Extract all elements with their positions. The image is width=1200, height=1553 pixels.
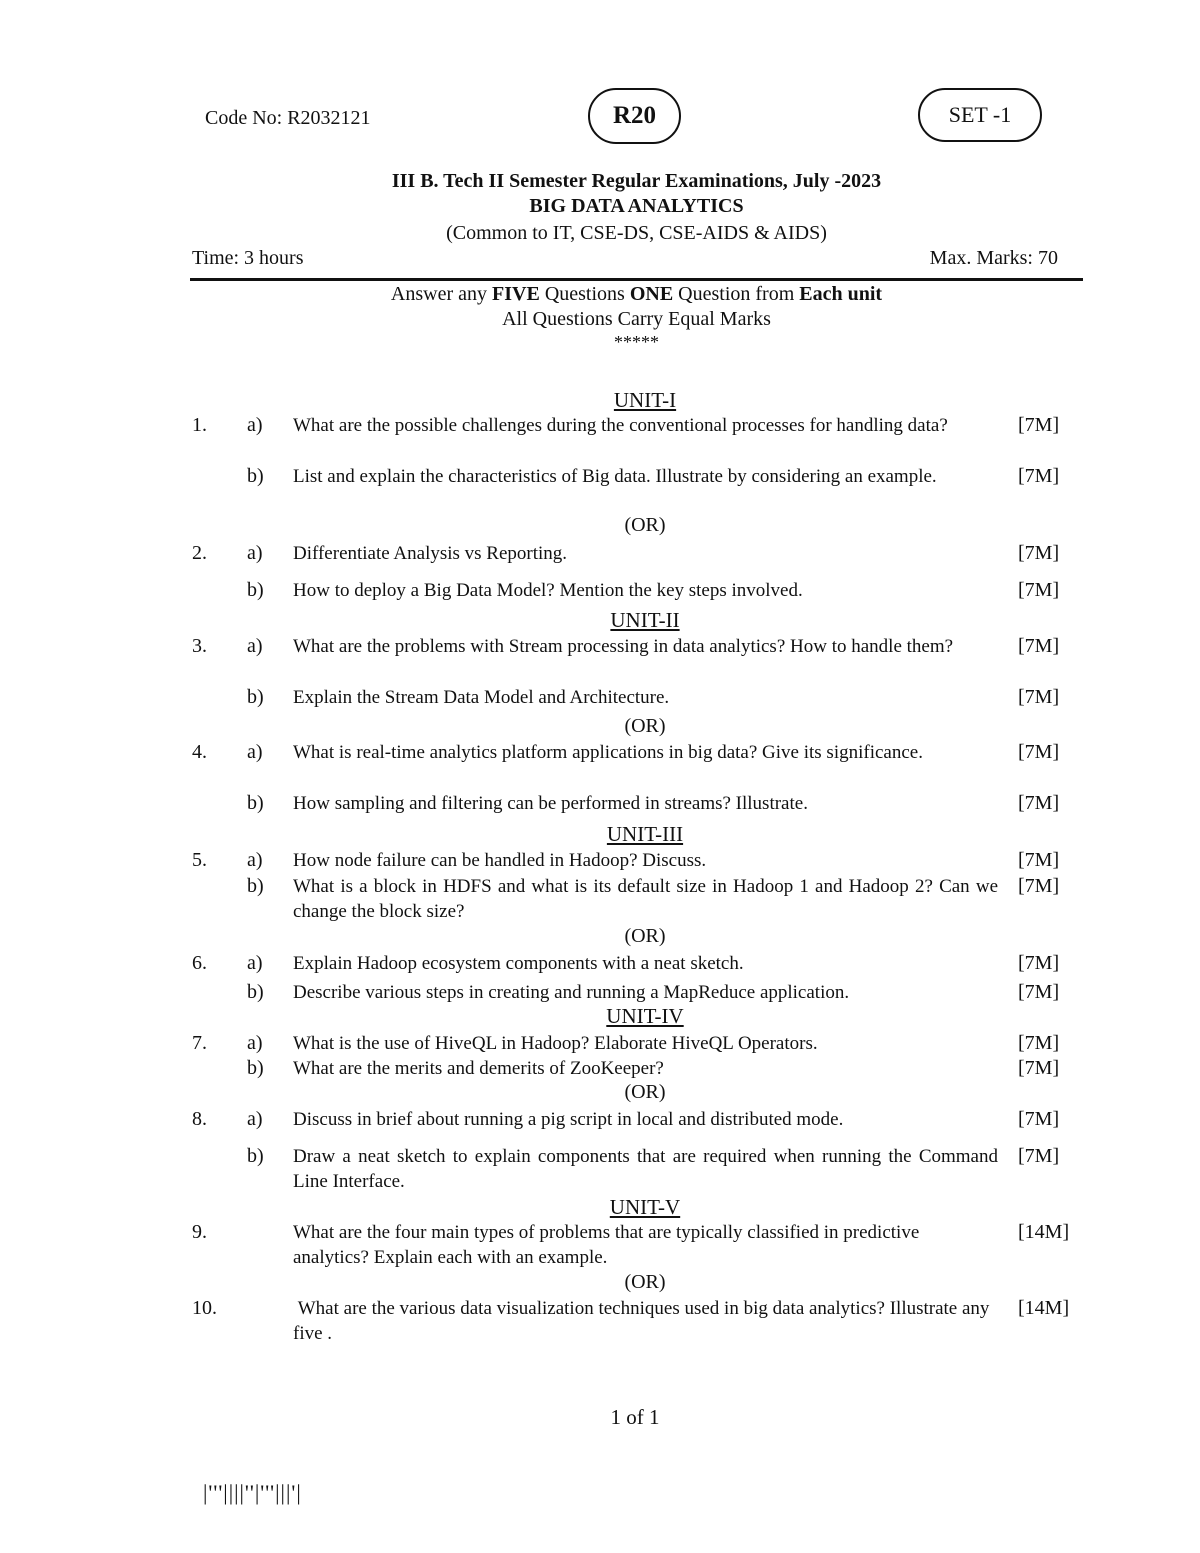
question-marks: [7M] <box>1018 849 1060 871</box>
sub-question-label: a) <box>247 741 263 763</box>
question-text: What are the four main types of problems that are typically classified in predictive analytics? Explain each with an example. <box>293 1222 920 1268</box>
question-text: Differentiate Analysis vs Reporting. <box>293 543 568 564</box>
sub-question-label: b) <box>247 875 264 897</box>
question-text: What is real-time analytics platform applications in big data? Give its significance. <box>293 742 923 763</box>
question-marks: [7M] <box>1018 1145 1060 1167</box>
question-marks: [7M] <box>1018 542 1060 564</box>
sub-question-label: a) <box>247 414 263 436</box>
sub-question-label: b) <box>247 1057 264 1079</box>
question-number: 10. <box>192 1297 217 1319</box>
or-separator: (OR) <box>624 1271 666 1293</box>
question-text: What are the merits and demerits of ZooKeeper? <box>293 1058 664 1079</box>
question-marks: [7M] <box>1018 792 1060 814</box>
sub-question-label: b) <box>247 1145 264 1167</box>
question-number: 2. <box>192 542 207 564</box>
question-marks: [7M] <box>1018 686 1060 708</box>
question-text: How to deploy a Big Data Model? Mention the key steps involved. <box>293 580 803 601</box>
sub-question-label: a) <box>247 635 263 657</box>
or-separator: (OR) <box>624 925 666 947</box>
question-number: 4. <box>192 741 207 763</box>
question-marks: [7M] <box>1018 414 1060 436</box>
instr-text: Answer any <box>390 283 493 305</box>
instructions-line-1 <box>190 283 1083 306</box>
question-number: 1. <box>192 414 207 436</box>
question-number: 3. <box>192 635 207 657</box>
sub-question-label: b) <box>247 686 264 708</box>
question-text: Describe various steps in creating and running a MapReduce application. <box>293 982 850 1003</box>
question-text: Draw a neat sketch to explain components that are required when running the Command Line Interface. <box>293 1146 998 1192</box>
unit-heading: UNIT-III <box>606 822 684 846</box>
sub-question-label: a) <box>247 1108 263 1130</box>
question-text: List and explain the characteristics of Big data. Illustrate by considering an example. <box>293 466 937 487</box>
question-marks: [7M] <box>1018 741 1060 763</box>
sub-question-label: a) <box>247 952 263 974</box>
question-text: Explain the Stream Data Model and Architecture. <box>293 687 670 708</box>
instructions-line-2: All Questions Carry Equal Marks <box>502 308 771 330</box>
question-marks: [7M] <box>1018 981 1060 1003</box>
question-text: How sampling and filtering can be performed in streams? Illustrate. <box>293 793 808 814</box>
regulation-badge: R20 <box>588 88 681 144</box>
question-number: 9. <box>192 1221 207 1243</box>
subject-title: BIG DATA ANALYTICS <box>529 195 744 217</box>
question-number: 8. <box>192 1108 207 1130</box>
separator-stars: ***** <box>614 332 659 352</box>
sub-question-label: a) <box>247 849 263 871</box>
or-separator: (OR) <box>624 1081 666 1103</box>
question-marks: [7M] <box>1018 875 1060 897</box>
question-marks: [7M] <box>1018 952 1060 974</box>
header-divider <box>190 278 1083 281</box>
question-text: What is the use of HiveQL in Hadoop? Elaborate HiveQL Operators. <box>293 1033 818 1054</box>
question-marks: [7M] <box>1018 1057 1060 1079</box>
question-number: 6. <box>192 952 207 974</box>
or-separator: (OR) <box>624 715 666 737</box>
question-marks: [7M] <box>1018 465 1060 487</box>
question-number: 5. <box>192 849 207 871</box>
sub-question-label: b) <box>247 792 264 814</box>
unit-heading: UNIT-IV <box>606 1004 684 1028</box>
sub-question-label: a) <box>247 1032 263 1054</box>
page-number: 1 of 1 <box>610 1405 660 1429</box>
question-text: Explain Hadoop ecosystem components with a neat sketch. <box>293 953 744 974</box>
unit-heading: UNIT-I <box>613 388 677 412</box>
question-marks: [7M] <box>1018 1108 1060 1130</box>
unit-heading: UNIT-II <box>610 608 680 632</box>
question-marks: [7M] <box>1018 635 1060 657</box>
code-number: Code No: R2032121 <box>205 107 371 129</box>
question-marks: [14M] <box>1018 1221 1070 1243</box>
sub-question-label: b) <box>247 579 264 601</box>
question-marks: [7M] <box>1018 1032 1060 1054</box>
sub-question-label: a) <box>247 542 263 564</box>
unit-heading: UNIT-V <box>609 1195 681 1219</box>
question-text: Discuss in brief about running a pig script in local and distributed mode. <box>293 1109 844 1130</box>
instr-emphasis: ONE <box>629 283 674 305</box>
question-text: How node failure can be handled in Hadoop? Discuss. <box>293 850 707 871</box>
set-badge: SET -1 <box>918 88 1042 142</box>
exam-duration: Time: 3 hours <box>192 247 304 269</box>
exam-title: III B. Tech II Semester Regular Examinations, July -2023 <box>391 170 882 192</box>
common-to-branches: (Common to IT, CSE-DS, CSE-AIDS & AIDS) <box>446 222 827 244</box>
question-marks: [7M] <box>1018 579 1060 601</box>
instr-text: Question from <box>673 283 800 305</box>
question-text: What are the possible challenges during the conventional processes for handling data? <box>293 415 948 436</box>
sub-question-label: b) <box>247 981 264 1003</box>
question-marks: [14M] <box>1018 1297 1070 1319</box>
question-text: What are the various data visualization techniques used in big data analytics? Illustrate any five . <box>293 1298 995 1344</box>
instr-emphasis: Each unit <box>799 283 883 305</box>
question-number: 7. <box>192 1032 207 1054</box>
instr-emphasis: FIVE <box>492 283 540 305</box>
sub-question-label: b) <box>247 465 264 487</box>
or-separator: (OR) <box>624 514 666 536</box>
max-marks: Max. Marks: 70 <box>929 247 1058 269</box>
barcode-text: |'''||||''|'''|||'| <box>203 1480 302 1505</box>
question-text: What are the problems with Stream processing in data analytics? How to handle them? <box>293 636 954 657</box>
question-text: What is a block in HDFS and what is its default size in Hadoop 1 and Hadoop 2? Can we change the block size? <box>293 876 998 922</box>
instr-text: Questions <box>539 283 630 305</box>
